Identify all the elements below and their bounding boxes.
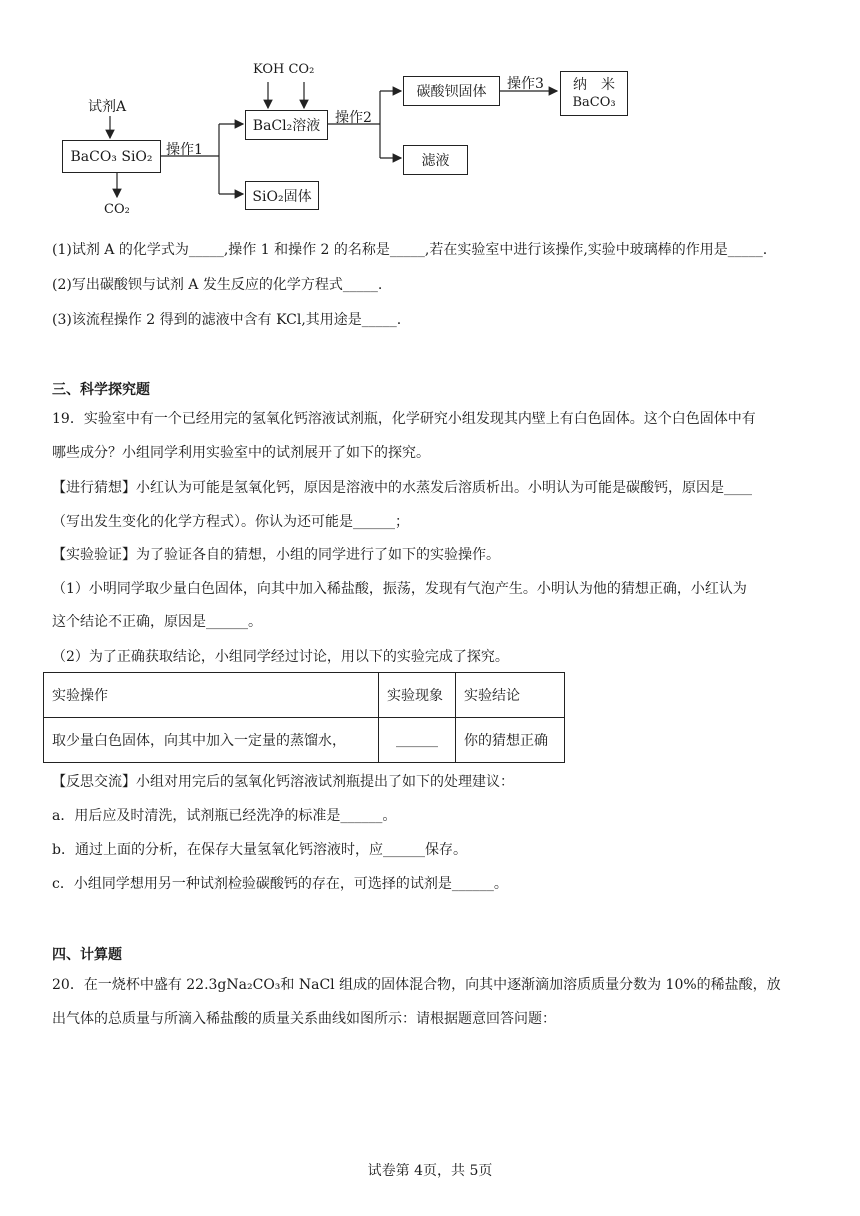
q20-line-1: 20．在一烧杯中盛有 22.3gNa₂CO₃和 NaCl 组成的固体混合物，向其中逐渐滴加溶质质量分数为 10%的稀盐酸，放 [52, 977, 781, 993]
table-row [44, 718, 565, 763]
barium-carbonate-solid-box: 碳酸钡固体 [403, 76, 500, 106]
q20-line-2: 出气体的总质量与所滴入稀盐酸的质量关系曲线如图所示：请根据题意回答问题： [52, 1011, 556, 1027]
table-header-row [44, 673, 565, 718]
q18-part-2: (2)写出碳酸钡与试剂 A 发生反应的化学方程式_____. [52, 277, 383, 293]
header-phenomenon: 实验现象 [379, 673, 456, 718]
q19-suggestion-a: a．用后应及时清洗，试剂瓶已经洗净的标准是______。 [52, 808, 397, 824]
koh-co2-label: KOH CO₂ [253, 62, 315, 77]
q19-hypothesis-line-2: （写出发生变化的化学方程式）。你认为还可能是______； [52, 514, 409, 530]
header-conclusion: 实验结论 [456, 673, 565, 718]
q19-line-1: 19．实验室中有一个已经用完的氢氧化钙溶液试剂瓶，化学研究小组发现其内壁上有白色固体。这个白色固体中有 [52, 411, 756, 427]
q18-part-3: (3)该流程操作 2 得到的滤液中含有 KCl,其用途是_____. [52, 312, 402, 328]
experiment-table [43, 672, 565, 763]
reagent-a-label: 试剂A [88, 99, 127, 115]
co2-output-label: CO₂ [104, 202, 130, 217]
page-footer: 试卷第 4页，共 5页 [367, 1163, 493, 1179]
q18-part-1: (1)试剂 A 的化学式为_____,操作 1 和操作 2 的名称是_____,若在实验室中进行该操作,实验中玻璃棒的作用是_____. [52, 242, 768, 258]
nano-baco3-box [560, 71, 628, 116]
bacl2-solution-box: BaCl₂溶液 [245, 110, 328, 140]
filtrate-box: 滤液 [403, 145, 468, 175]
section-4-heading: 四、计算题 [52, 947, 122, 963]
operation-3-label: 操作3 [507, 76, 544, 92]
q19-part-2-line: （2）为了正确获取结论，小组同学经过讨论，用以下的实验完成了探究。 [52, 649, 509, 665]
q19-verification-intro: 【实验验证】为了验证各自的猜想，小组的同学进行了如下的实验操作。 [52, 547, 500, 563]
cell-operation: 取少量白色固体，向其中加入一定量的蒸馏水， [44, 718, 379, 763]
q19-reflection-intro: 【反思交流】小组对用完后的氢氧化钙溶液试剂瓶提出了如下的处理建议： [52, 774, 514, 790]
header-operation: 实验操作 [44, 673, 379, 718]
q19-hypothesis-line: 【进行猜想】小红认为可能是氢氧化钙，原因是溶液中的水蒸发后溶质析出。小明认为可能是碳酸钙，原因是____ [52, 480, 752, 496]
sio2-solid-box: SiO₂固体 [245, 181, 319, 210]
nano-line-1: 纳 米 [573, 76, 615, 93]
nano-line-2: BaCO₃ [572, 94, 616, 110]
q19-line-2: 哪些成分？小组同学利用实验室中的试剂展开了如下的探究。 [52, 445, 430, 461]
start-mixture-box: BaCO₃ SiO₂ [62, 140, 161, 173]
q19-part-1-line-2: 这个结论不正确，原因是______。 [52, 614, 262, 630]
q19-suggestion-b: b．通过上面的分析，在保存大量氢氧化钙溶液时，应______保存。 [52, 842, 467, 858]
cell-phenomenon-blank: ______ [379, 718, 456, 763]
operation-2-label: 操作2 [335, 110, 372, 126]
section-3-heading: 三、科学探究题 [52, 382, 150, 398]
q19-suggestion-c: c．小组同学想用另一种试剂检验碳酸钙的存在，可选择的试剂是______。 [52, 876, 508, 892]
flow-arrows [0, 0, 860, 230]
q19-part-1-line-1: （1）小明同学取少量白色固体，向其中加入稀盐酸，振荡，发现有气泡产生。小明认为他的猜想正确，小红认为 [52, 581, 747, 597]
operation-1-label: 操作1 [166, 142, 203, 158]
cell-conclusion: 你的猜想正确 [456, 718, 565, 763]
